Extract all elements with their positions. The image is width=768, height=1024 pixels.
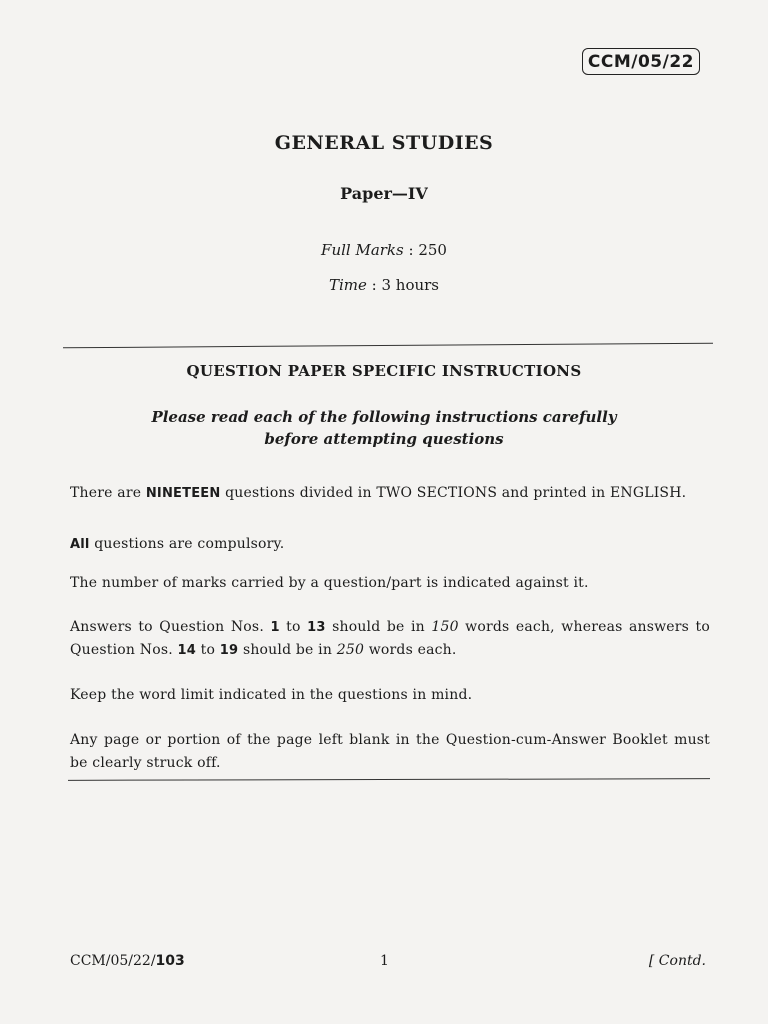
paper-code-box bbox=[582, 48, 700, 75]
contd-note: [ Contd. bbox=[648, 953, 706, 969]
top-divider bbox=[63, 343, 713, 349]
bottom-divider bbox=[68, 778, 710, 781]
instruction-6: Any page or portion of the page left blank in the Question-cum-Answer Booklet must be clearly struck off. bbox=[70, 732, 710, 771]
please-read-note: Please read each of the following instructions carefully before attempting questions bbox=[151, 408, 617, 448]
footer-code: CCM/05/22/103 bbox=[70, 953, 185, 969]
instruction-3: The number of marks carried by a question/part is indicated against it. bbox=[70, 575, 589, 591]
full-marks: Full Marks : 250 bbox=[321, 241, 447, 259]
paper-number: Paper—IV bbox=[340, 184, 428, 203]
paper-title: GENERAL STUDIES bbox=[274, 132, 494, 154]
time-value: 3 hours bbox=[381, 276, 440, 294]
paper-code: CCM/05/22 bbox=[587, 52, 694, 72]
instruction-5: Keep the word limit indicated in the questions in mind. bbox=[70, 687, 473, 703]
instructions-heading: QUESTION PAPER SPECIFIC INSTRUCTIONS bbox=[186, 362, 582, 380]
instruction-4: Answers to Question Nos. 1 to 13 should be in 150 words each, whereas answers to Question Nos. 14 to 19 should be in 250 words each. bbox=[70, 619, 711, 658]
instruction-2: All questions are compulsory. bbox=[70, 536, 285, 552]
time-label: Time bbox=[328, 276, 367, 294]
time-allowed: Time : 3 hours bbox=[328, 276, 440, 294]
instruction-1: There are NINETEEN questions divided in TWO SECTIONS and printed in ENGLISH. bbox=[70, 485, 687, 501]
page-number: 1 bbox=[380, 953, 389, 969]
full-marks-value: 250 bbox=[418, 241, 447, 259]
full-marks-label: Full Marks bbox=[321, 241, 404, 259]
